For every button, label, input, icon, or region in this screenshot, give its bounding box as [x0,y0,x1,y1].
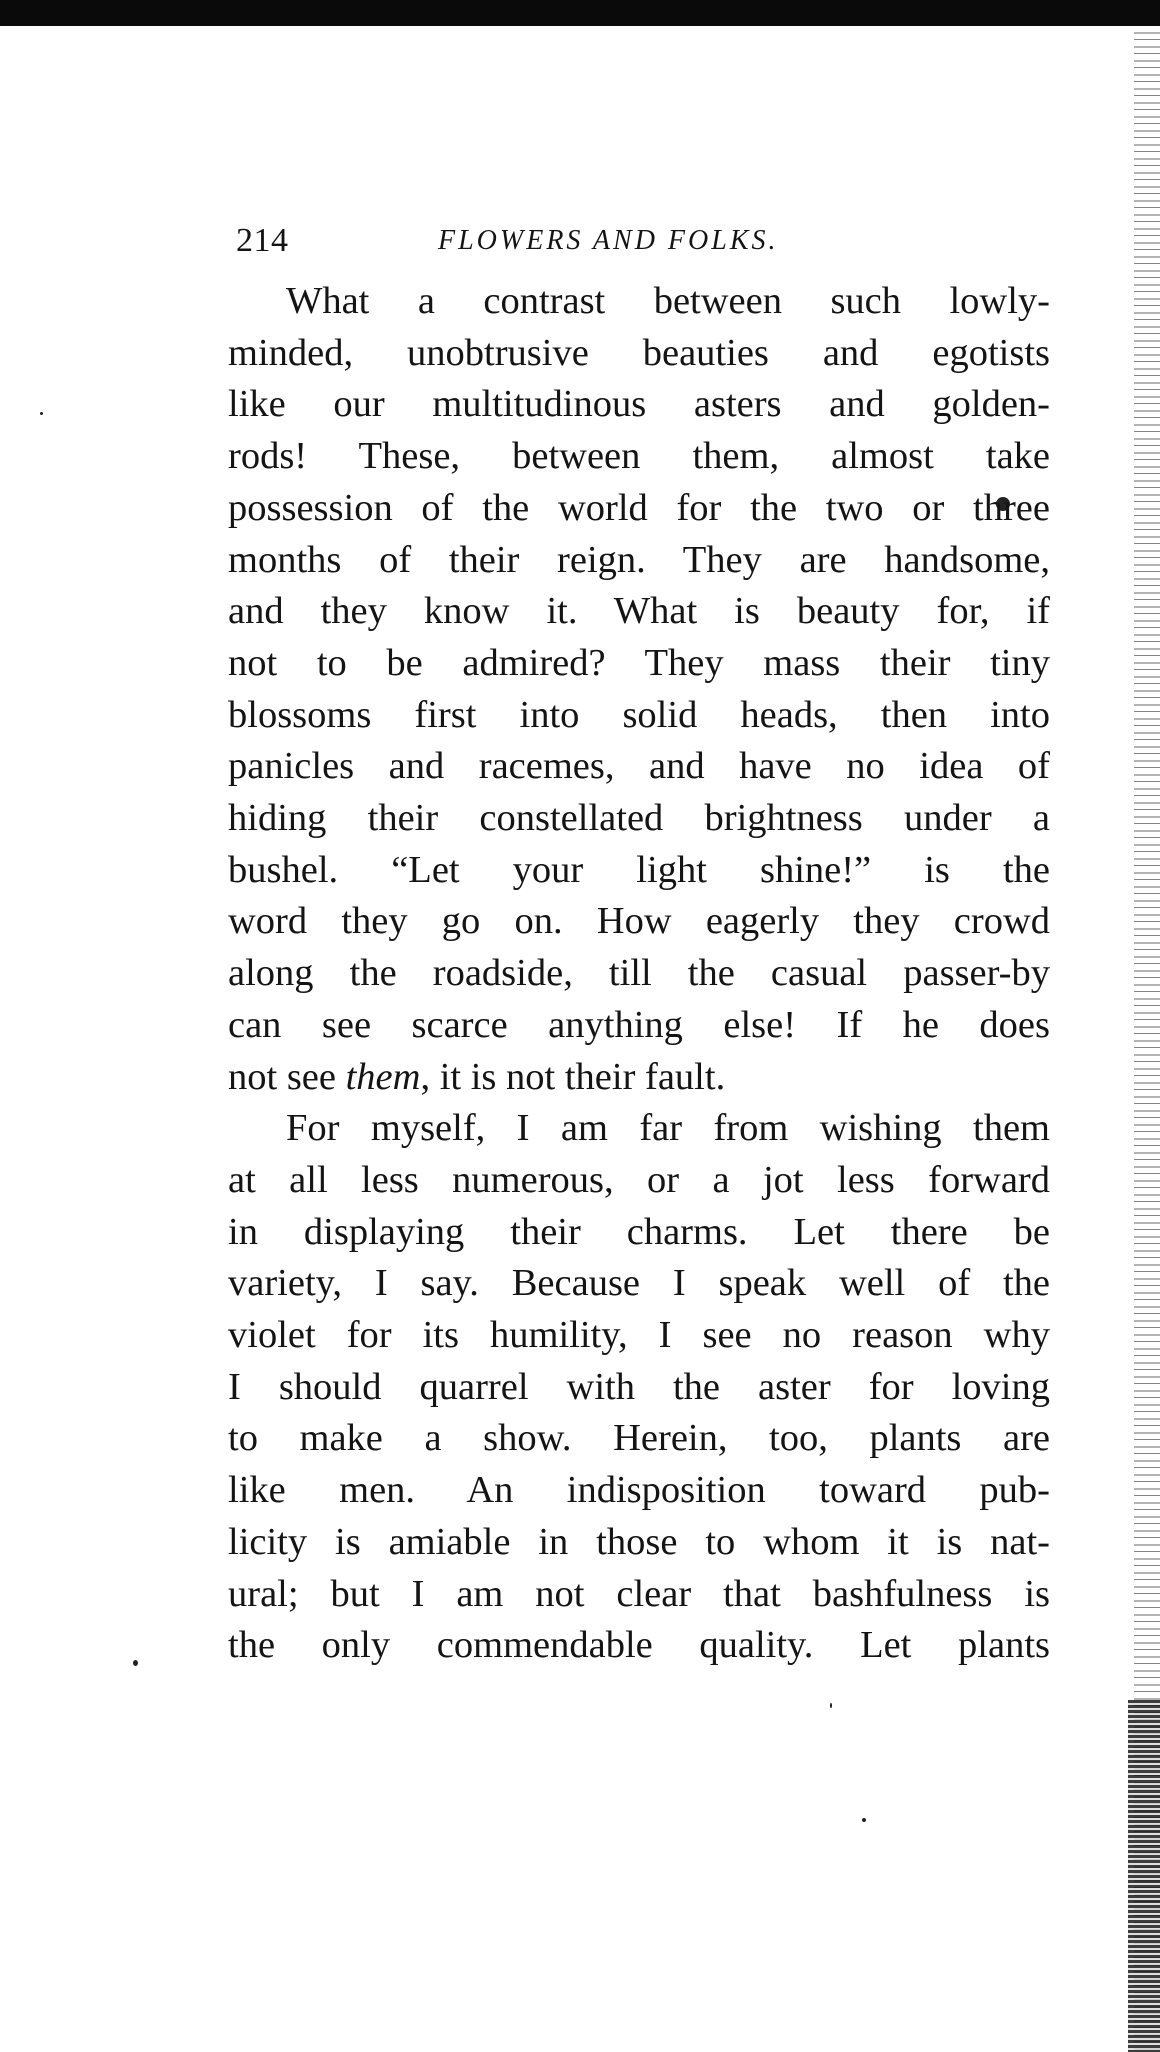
text-run: not see [228,1055,346,1098]
text-line: months of their reign. They are handsome, [228,538,1050,581]
scan-page-edge-shadow [1128,1700,1160,2052]
text-line: For myself, I am far from wishing them [286,1107,1050,1150]
scan-speck [133,1660,138,1666]
text-line: word they go on. How eagerly they crowd [228,900,1050,943]
scan-speck [830,1703,832,1708]
text-line: I should quarrel with the aster for loving [228,1365,1050,1408]
text-line: variety, I say. Because I speak well of the [228,1262,1050,1305]
text-line: minded, unobtrusive beauties and egotists [228,331,1050,374]
text-line: violet for its humility, I see no reason why [228,1314,1050,1357]
paragraph-1 [228,276,1050,1103]
text-line: to make a show. Herein, too, plants are [228,1417,1050,1460]
text-line: bushel. “Let your light shine!” is the [228,848,1050,891]
text-line: can see scarce anything else! If he does [228,1003,1050,1046]
scan-speck [40,412,43,415]
text-line: like men. An indisposition toward pub- [228,1469,1050,1512]
text-line: in displaying their charms. Let there be [228,1210,1050,1253]
text-line: and they know it. What is beauty for, if [228,590,1050,633]
text-line: blossoms first into solid heads, then into [228,693,1050,736]
text-line: ural; but I am not clear that bashfulness is [228,1572,1050,1615]
text-line: rods! These, between them, almost take [228,435,1050,478]
text-line: hiding their constellated brightness under a [228,797,1050,840]
text-run: , it is not their fault. [420,1055,726,1098]
running-head [228,222,1050,266]
scan-speck [862,1818,866,1822]
text-line: not to be admired? They mass their tiny [228,641,1050,684]
text-line: along the roadside, till the casual passer-by [228,952,1050,995]
text-line-final [228,1052,1050,1104]
paragraph-2 [228,1103,1050,1672]
emphasized-word: them [345,1055,421,1098]
text-line: like our multitudinous asters and golden- [228,383,1050,426]
book-page [228,222,1050,1672]
page-number: 214 [236,222,289,259]
text-line: the only commendable quality. Let plants [228,1624,1050,1667]
scan-top-border [0,0,1160,26]
text-line: possession of the world for the two or three [228,486,1050,529]
text-line: licity is amiable in those to whom it is nat- [228,1520,1050,1563]
text-line: at all less numerous, or a jot less forward [228,1158,1050,1201]
book-title: FLOWERS AND FOLKS. [438,225,779,256]
text-line: What a contrast between such lowly- [286,280,1050,322]
text-line: panicles and racemes, and have no idea of [228,745,1050,788]
